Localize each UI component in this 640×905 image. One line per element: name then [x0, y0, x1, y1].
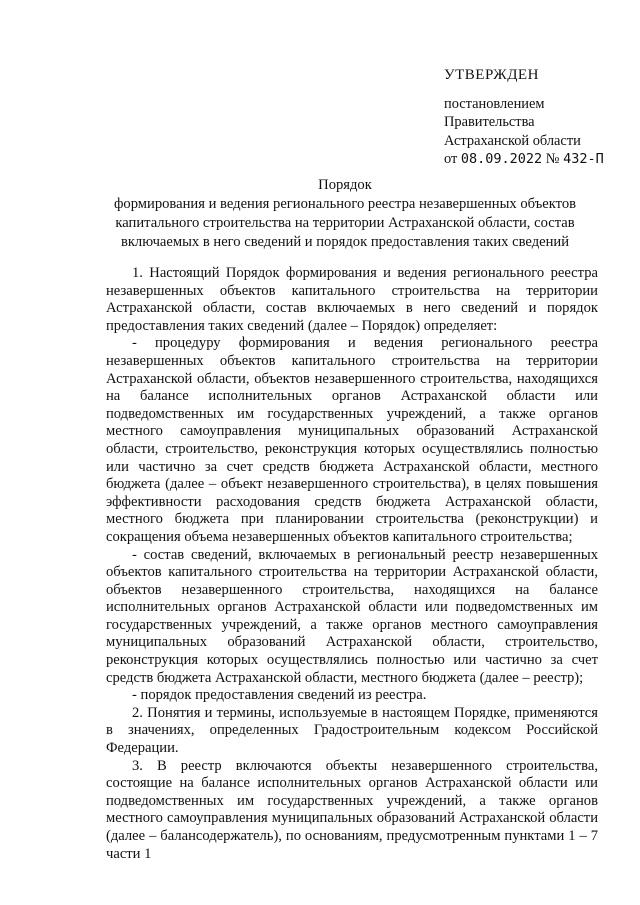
title-line-4: включаемых в него сведений и порядок предоставления таких сведений [120, 234, 570, 250]
approval-number-sign: № [545, 151, 560, 167]
approval-line-3: Астраханской области [444, 132, 581, 149]
approval-date-prefix: от [444, 151, 458, 167]
approval-heading: УТВЕРЖДЕН [444, 67, 539, 83]
paragraph-6: 3. В реестр включаются объекты незавершенного строительства, состоящие на балансе исполнительных органов Астраханской области или подведомственных им государственных учреждений, а также органов местного самоуправления муниципальных образований Астраханской области (далее – балансодержатель), по основаниям, предусмотренным пунктами 1 – 7 части 1 [106, 757, 598, 862]
approval-line-2: Правительства [444, 114, 535, 130]
approval-line-1: постановлением [444, 95, 545, 112]
approval-stamp [444, 66, 634, 169]
paragraph-2: - процедуру формирования и ведения регионального реестра незавершенных объектов капитального строительства на территории Астраханской области, объектов незавершенного строительства, находящихся на балансе исполнительных органов Астраханской области или подведомственных им государственных учреждений, а также органов местного самоуправления муниципальных образований Астраханской области, строительство, реконструкция которых осуществлялись полностью или частично за счет средств бюджета Астраханской области, местного бюджета (далее – объект незавершенного строительства), в целях повышения эффективности расходования средств бюджета Астраханской области, местного бюджета при планировании строительства (реконструкции) и сокращения объема незавершенных объектов капитального строительства; [106, 335, 598, 545]
paragraph-4: - порядок предоставления сведений из реестра. [132, 687, 427, 704]
approval-number: 432-П [563, 151, 604, 167]
paragraph-3: - состав сведений, включаемых в региональный реестр незавершенных объектов капитального строительства на территории Астраханской области, объектов незавершенного строительства, находящихся на балансе исполнительных органов Астраханской области или подведомственных им государственных учреждений, а также органов местного самоуправления муниципальных образований Астраханской области, строительство, реконструкция которых осуществлялись полностью или частично за счет средств бюджета Астраханской области, местного бюджета (далее – реестр); [106, 546, 598, 686]
document-title [110, 176, 580, 252]
paragraph-5: 2. Понятия и термины, используемые в настоящем Порядке, применяются в значениях, определенных Градостроительным кодексом Российской Федерации. [106, 704, 598, 757]
document-body [106, 265, 598, 863]
title-line-3: капитального строительства на территории Астраханской области, состав [115, 215, 575, 231]
approval-date: 08.09.2022 [460, 151, 543, 167]
title-line-2: формирования и ведения регионального реестра незавершенных объектов [113, 196, 577, 212]
title-line-1: Порядок [318, 177, 372, 193]
approval-date-line [444, 150, 634, 169]
paragraph-1: 1. Настоящий Порядок формирования и ведения регионального реестра незавершенных объектов капитального строительства на территории Астраханской области, состав включаемых в него сведений и порядок предоставления таких сведений (далее – Порядок) определяет: [106, 265, 598, 334]
